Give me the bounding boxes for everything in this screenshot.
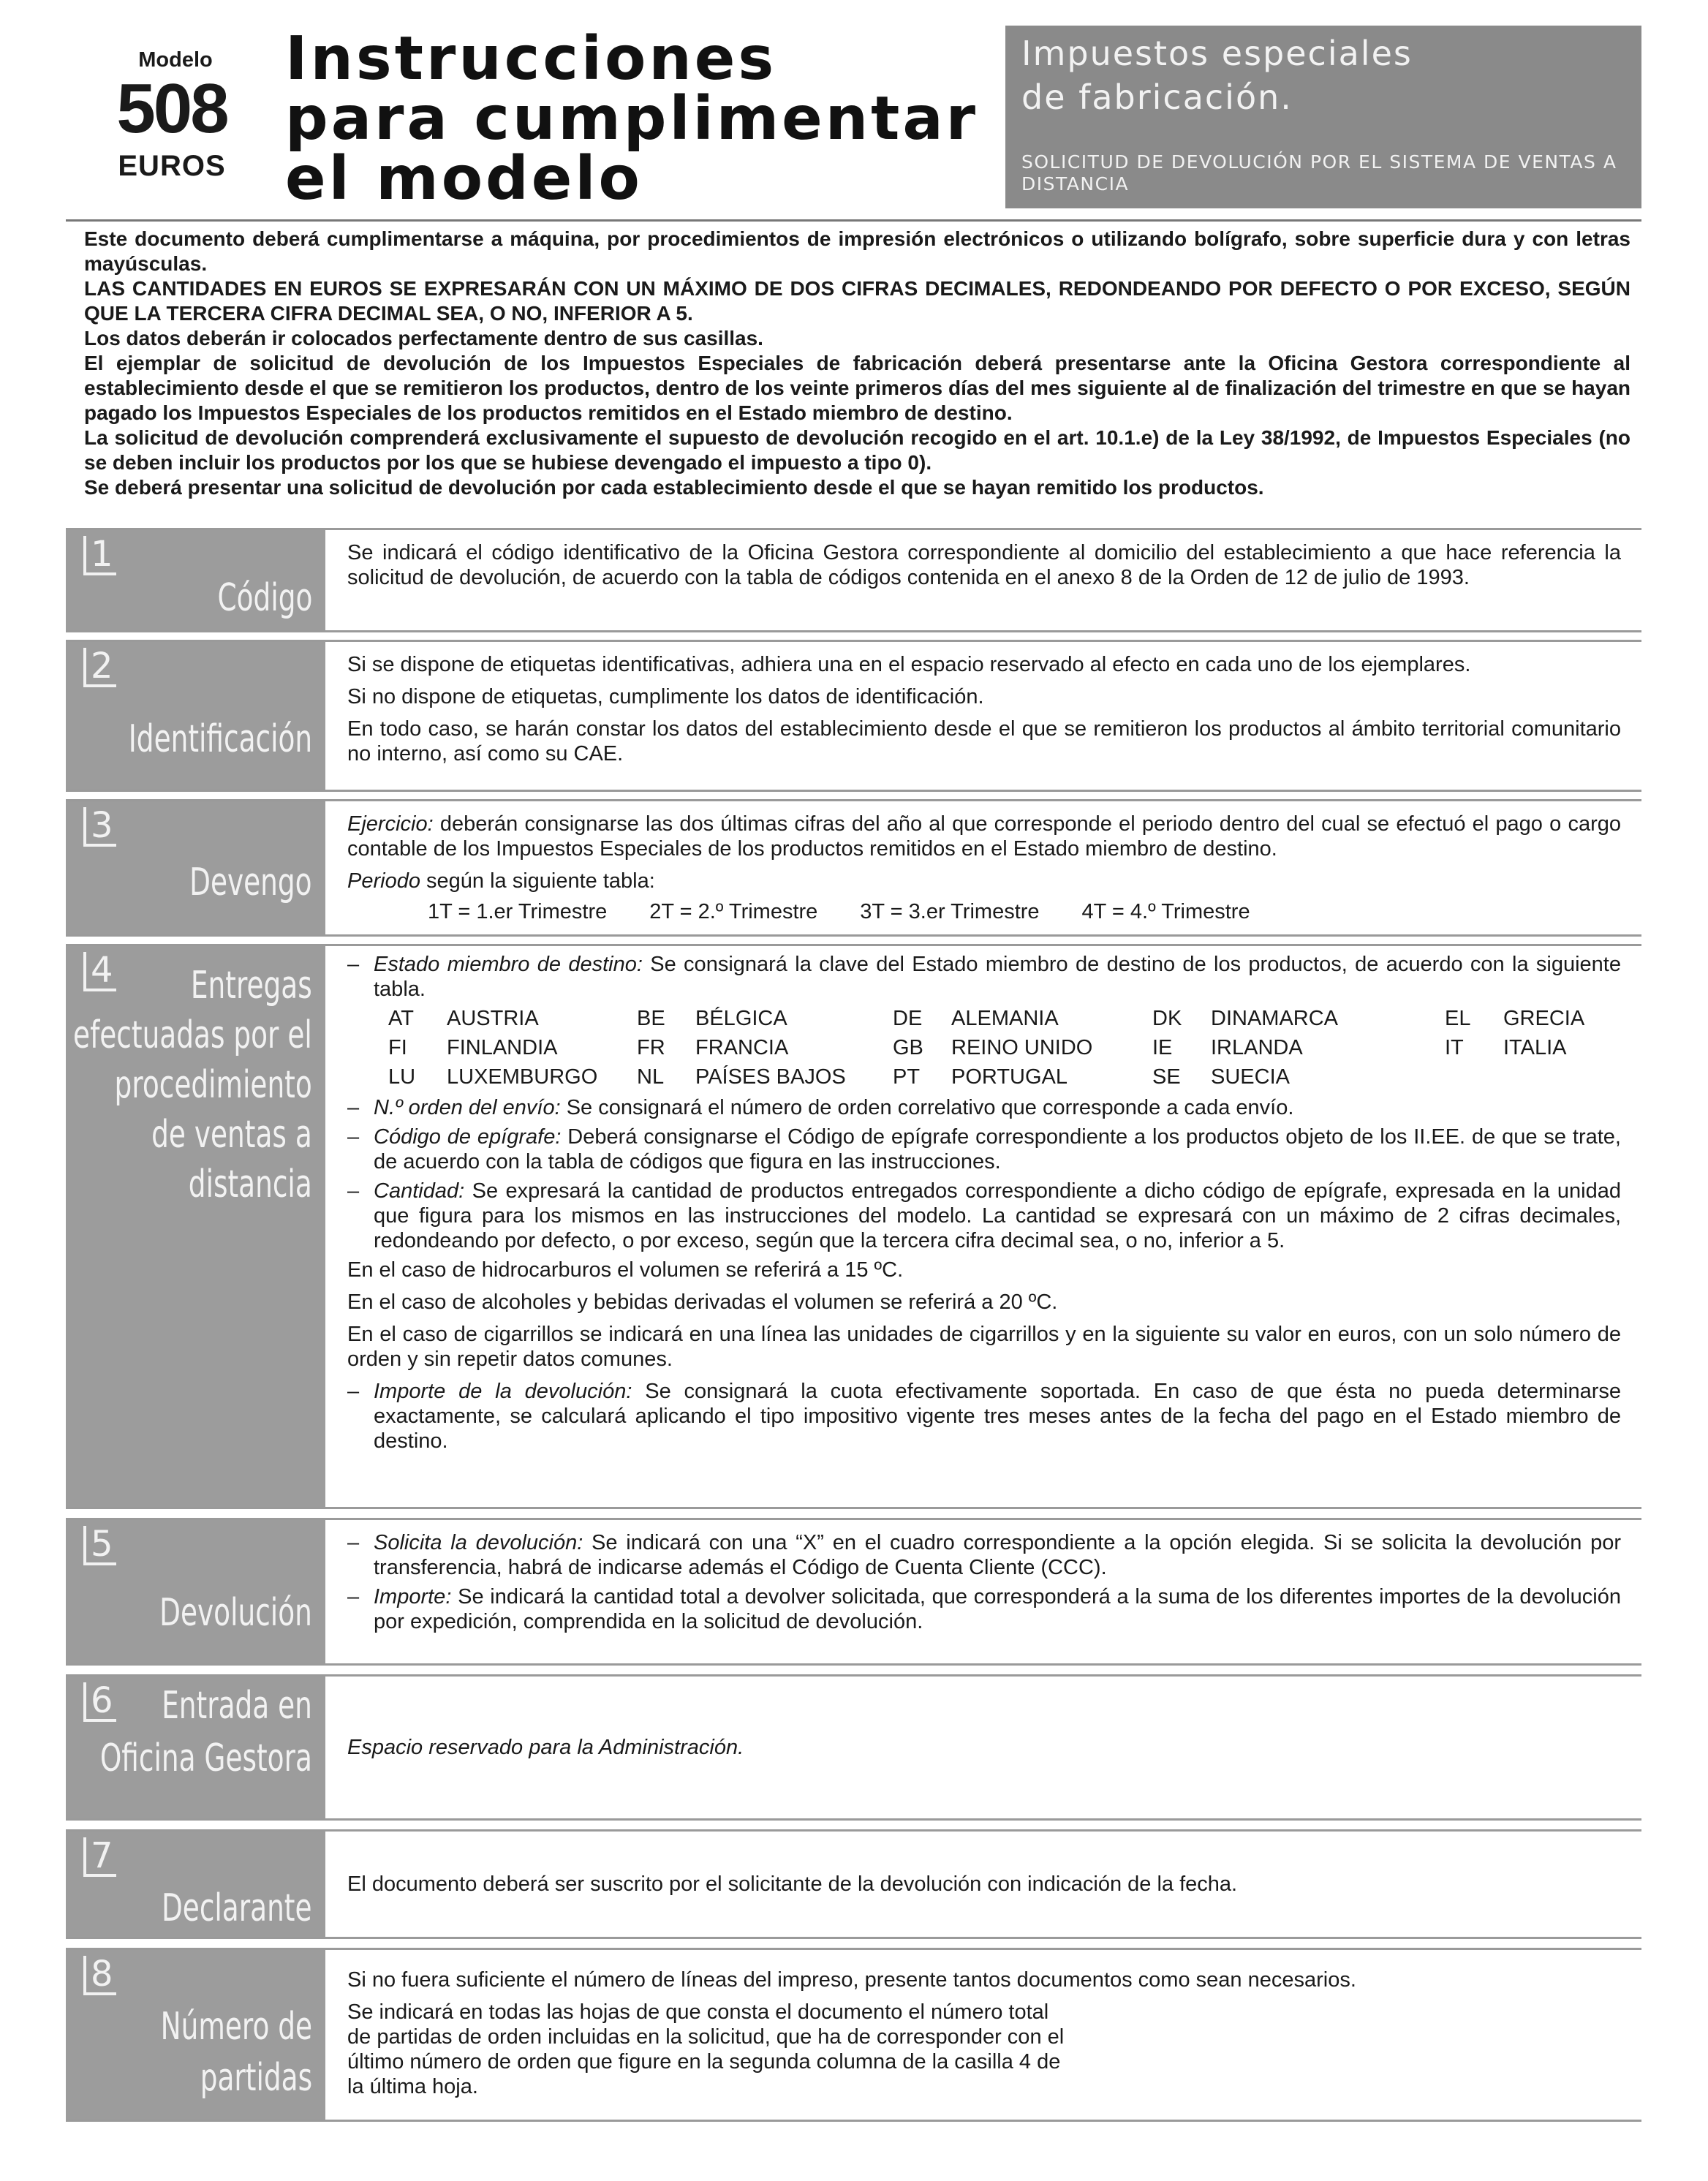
cantidad-desc: Se expresará la cantidad de productos entregados correspondiente a dicho código de epígrafe, expresada en la unidad que figura para los mismos en las instrucciones del modelo. La cantidad se expresará con un máximo de 2 cifras decimales, redondeando por defecto, o por exceso, según que la tercera cifra decimal sea, o no, inferior a 5. <box>374 1179 1621 1252</box>
section-label <box>66 530 325 630</box>
period-item: 2T = 2.º Trimestre <box>649 900 818 923</box>
section-body <box>347 540 1621 597</box>
section-number: 8 <box>83 1956 116 1995</box>
country-name: IRLANDA <box>1211 1036 1303 1059</box>
country-code: IT <box>1445 1036 1464 1059</box>
intro-text <box>84 227 1630 500</box>
country-code: NL <box>637 1065 665 1089</box>
modelo-number: 508 <box>116 69 227 148</box>
title-line: Instrucciones <box>285 24 777 94</box>
intro-paragraph: El ejemplar de solicitud de devolución de los Impuestos Especiales de fabricación deberá presentarse ante la Oficina Gestora correspondiente al establecimiento desde el que se remitieron los productos, dentro de los veinte primeros días del mes siguiente al de finalización del trimestre en que se hayan pagado los Impuestos Especiales de los productos remitidos en el Estado miembro de destino. <box>84 352 1630 424</box>
section-text: Se indicará el código identificativo de la Oficina Gestora correspondiente al domicilio del establecimiento a que hace referencia la solicitud de devolución, de acuerdo con la tabla de códigos contenida en el anexo 8 de la Orden de 12 de julio de 1993. <box>347 541 1621 589</box>
section-label <box>66 1520 325 1663</box>
section-number: 3 <box>83 807 116 847</box>
solicita-item: – Solicita la devolución: Se indicará con una “X” en el cuadro correspondiente a la opción elegida. Si se solicita la devolución por transferencia, habrá de indicarse además el Código de Cuenta Cliente (CCC). <box>347 1531 1621 1579</box>
country-name: PAÍSES BAJOS <box>695 1065 846 1089</box>
section-label <box>66 642 325 790</box>
country-name: AUSTRIA <box>447 1007 539 1030</box>
title-line: Entregas <box>191 964 312 1008</box>
section-label <box>66 801 325 934</box>
section-title <box>100 1679 312 1785</box>
estado-desc: Se consignará la clave del Estado miembro de destino de los productos, de acuerdo con la siguiente tabla. <box>374 953 1621 1001</box>
document-title <box>285 24 979 213</box>
intro-paragraph: LAS CANTIDADES EN EUROS SE EXPRESARÁN CON UN MÁXIMO DE DOS CIFRAS DECIMALES, REDONDEANDO POR DEFECTO O POR EXCESO, SEGÚN QUE LA TERCERA CIFRA DECIMAL SEA, O NO, INFERIOR A 5. <box>84 277 1630 325</box>
section-number: 6 <box>83 1682 116 1722</box>
section-number: 7 <box>83 1837 116 1877</box>
importe-total-label: Importe: <box>374 1585 452 1609</box>
country-name: FINLANDIA <box>447 1036 558 1059</box>
importe-label: Importe de la devolución: <box>374 1380 632 1403</box>
country-name <box>1503 1065 1650 1089</box>
band-subtitle: SOLICITUD DE DEVOLUCIÓN POR EL SISTEMA DE VENTAS A DISTANCIA <box>1021 151 1617 194</box>
country-table <box>388 1006 1621 1089</box>
title-line: partidas <box>200 2056 312 2100</box>
title-line: efectuadas por el <box>73 1013 312 1057</box>
tax-band <box>1005 26 1641 208</box>
section-body <box>347 652 1621 774</box>
title-line: Entrada en <box>162 1684 312 1728</box>
document-header <box>66 22 1641 216</box>
text-line: la última hoja. <box>347 2075 478 2098</box>
section-title <box>73 961 312 1209</box>
section-title: Devolución <box>159 1591 312 1635</box>
section-title: Devengo <box>189 861 312 904</box>
importe-total-desc: Se indicará la cantidad total a devolver solicitada, que corresponderá a la suma de los diferentes importes de la devolución por expedición, comprendida en la solicitud de devolución. <box>374 1585 1621 1633</box>
country-code: LU <box>388 1065 416 1089</box>
section-declarante <box>66 1829 1641 1939</box>
cigarrillos-note: En el caso de cigarrillos se indicará en una línea las unidades de cigarrillos y en la siguiente su valor en euros, con un solo número de orden y sin repetir datos comunes. <box>347 1323 1621 1371</box>
section-label <box>66 1677 325 1818</box>
section-text: Si no fuera suficiente el número de líneas del impreso, presente tantos documentos como sean necesarios. <box>347 1968 1356 1992</box>
modelo-box <box>80 48 263 183</box>
section-body <box>347 1677 1621 1818</box>
orden-desc: Se consignará el número de orden correlativo que corresponde a cada envío. <box>560 1096 1294 1119</box>
section-body <box>347 1530 1621 1638</box>
section-label <box>66 946 325 1507</box>
country-code: DE <box>893 1007 923 1030</box>
hidrocarburos-note: En el caso de hidrocarburos el volumen se referirá a 15 ºC. <box>347 1258 904 1282</box>
modelo-currency: EUROS <box>118 150 226 182</box>
estado-item: – Estado miembro de destino: Se consignará la clave del Estado miembro de destino de los productos, de acuerdo con la siguiente tabla. <box>347 953 1621 1001</box>
section-text: En todo caso, se harán constar los datos del establecimiento desde el que se remitieron los productos al ámbito territorial comunitario no interno, así como su CAE. <box>347 717 1621 766</box>
periodo-desc: según la siguiente tabla: <box>420 869 655 893</box>
period-item: 3T = 3.er Trimestre <box>860 900 1040 923</box>
title-line: distancia <box>189 1163 312 1206</box>
epigrafe-item: – Código de epígrafe: Deberá consignarse el Código de epígrafe correspondiente a los productos objeto de los II.EE. de que se trate, de acuerdo con la tabla de códigos que figura en las instrucciones. <box>347 1125 1621 1173</box>
period-item: 1T = 1.er Trimestre <box>428 900 608 923</box>
section-numero-partidas <box>66 1948 1641 2122</box>
section-label <box>66 1950 325 2120</box>
country-name: SUECIA <box>1211 1065 1290 1089</box>
country-code: FR <box>637 1036 665 1059</box>
section-devengo <box>66 799 1641 937</box>
ejercicio-label: Ejercicio: <box>347 812 434 836</box>
text-line: de partidas de orden incluidas en la solicitud, que ha de corresponder con el <box>347 2025 1065 2049</box>
title-line: Oficina Gestora <box>99 1736 312 1780</box>
country-name: FRANCIA <box>695 1036 789 1059</box>
country-name: LUXEMBURGO <box>447 1065 598 1089</box>
solicita-desc: Se indicará con una “X” en el cuadro correspondiente a la opción elegida. Si se solicita la devolución por transferencia, habrá de indicarse además el Código de Cuenta Cliente (CCC). <box>374 1531 1621 1579</box>
section-label <box>66 1832 325 1937</box>
period-item: 4T = 4.º Trimestre <box>1081 900 1250 923</box>
title-line: Número de <box>160 2005 312 2049</box>
estado-label: Estado miembro de destino: <box>374 953 643 976</box>
section-number: 4 <box>83 952 116 991</box>
importe-total-item: – Importe: Se indicará la cantidad total a devolver solicitada, que corresponderá a la suma de los diferentes importes de la devolución por expedición, comprendida en la solicitud de devolución. <box>347 1585 1621 1633</box>
title-line: para cumplimentar <box>285 84 979 154</box>
section-codigo <box>66 528 1641 632</box>
country-code <box>1445 1065 1503 1089</box>
section-number: 5 <box>83 1526 116 1565</box>
country-code: EL <box>1445 1007 1471 1030</box>
section-title <box>161 2001 312 2103</box>
modelo-label: Modelo <box>138 48 213 72</box>
epigrafe-desc: Deberá consignarse el Código de epígrafe correspondiente a los productos objeto de los II.EE. de que se trate, de acuerdo con la tabla de códigos que figura en las instrucciones. <box>374 1125 1621 1173</box>
country-code: SE <box>1152 1065 1181 1089</box>
country-name: ALEMANIA <box>951 1007 1059 1030</box>
title-line: el modelo <box>285 144 643 213</box>
country-name: GRECIA <box>1503 1007 1585 1030</box>
cantidad-item: – Cantidad: Se expresará la cantidad de productos entregados correspondiente a dicho código de epígrafe, expresada en la unidad que figura para los mismos en las instrucciones del modelo. La cantidad se expresará con un máximo de 2 cifras decimales, redondeando por defecto, o por exceso, según que la tercera cifra decimal sea, o no, inferior a 5. <box>347 1179 1621 1252</box>
band-title-line: de fabricación. <box>1021 78 1293 117</box>
intro-paragraph: Este documento deberá cumplimentarse a máquina, por procedimientos de impresión electrónicos o utilizando bolígrafo, sobre superficie dura y con letras mayúsculas. <box>84 227 1630 275</box>
section-entrada-oficina <box>66 1674 1641 1821</box>
country-name: ITALIA <box>1503 1036 1567 1059</box>
country-code: GB <box>893 1036 923 1059</box>
section-entregas <box>66 944 1641 1509</box>
country-code: DK <box>1152 1007 1182 1030</box>
country-code: PT <box>893 1065 921 1089</box>
periodo-label: Periodo <box>347 869 420 893</box>
country-code: AT <box>388 1007 414 1030</box>
intro-paragraph: Se deberá presentar una solicitud de devolución por cada establecimiento desde el que se hayan remitido los productos. <box>84 476 1264 499</box>
importe-item: – Importe de la devolución: Se consignará la cuota efectivamente soportada. En caso de que ésta no pueda determinarse exactamente, se calculará aplicando el tipo impositivo vigente tres meses antes de la fecha del pago en el Estado miembro de destino. <box>347 1380 1621 1453</box>
intro-paragraph: Los datos deberán ir colocados perfectamente dentro de sus casillas. <box>84 327 763 349</box>
ejercicio-desc: deberán consignarse las dos últimas cifras del año al que corresponde el periodo dentro del cual se efectuó el pago o cargo contable de los Impuestos Especiales de los productos remitidos en el Estado miembro de destino. <box>347 812 1621 861</box>
text-line: último número de orden que figure en la segunda columna de la casilla 4 de <box>347 2050 1061 2074</box>
text-line: Se indicará en todas las hojas de que consta el documento el número total <box>347 2000 1049 2024</box>
admin-space-text: Espacio reservado para la Administración. <box>347 1736 744 1759</box>
section-title: Declarante <box>162 1886 312 1930</box>
section-body <box>347 952 1621 1458</box>
orden-label: N.º orden del envío: <box>374 1096 561 1119</box>
section-text: Si se dispone de etiquetas identificativas, adhiera una en el espacio reservado al efecto en cada uno de los ejemplares. <box>347 653 1471 676</box>
importe-desc: Se consignará la cuota efectivamente soportada. En caso de que ésta no pueda determinarse exactamente, se calculará aplicando el tipo impositivo vigente tres meses antes de la fecha del pago en el Estado miembro de destino. <box>374 1380 1621 1453</box>
country-name: DINAMARCA <box>1211 1007 1339 1030</box>
section-text: El documento deberá ser suscrito por el solicitante de la devolución con indicación de la fecha. <box>347 1872 1238 1896</box>
section-body <box>347 812 1621 924</box>
periodo-table <box>347 899 1621 924</box>
country-name: REINO UNIDO <box>951 1036 1093 1059</box>
band-title-line: Impuestos especiales <box>1021 34 1413 73</box>
country-name: BÉLGICA <box>695 1007 787 1030</box>
periodo-text <box>347 869 1621 893</box>
section-body <box>347 1832 1621 1937</box>
section-number: 1 <box>83 536 116 575</box>
orden-item: – N.º orden del envío: Se consignará el número de orden correlativo que corresponde a cada envío. <box>347 1096 1294 1119</box>
country-code: IE <box>1152 1036 1173 1059</box>
section-body <box>347 1968 1621 2099</box>
section-identificacion <box>66 640 1641 792</box>
section-number: 2 <box>83 648 116 687</box>
section-devolucion <box>66 1518 1641 1666</box>
country-code: BE <box>637 1007 665 1030</box>
title-line: de ventas a <box>151 1113 312 1157</box>
partidas-text <box>347 2000 1621 2099</box>
alcoholes-note: En el caso de alcoholes y bebidas derivadas el volumen se referirá a 20 ºC. <box>347 1290 1058 1314</box>
solicita-label: Solicita la devolución: <box>374 1531 583 1554</box>
cantidad-label: Cantidad: <box>374 1179 465 1203</box>
country-code: FI <box>388 1036 407 1059</box>
section-title: Código <box>217 576 312 620</box>
section-text: Si no dispone de etiquetas, cumplimente los datos de identificación. <box>347 685 984 708</box>
epigrafe-label: Código de epígrafe: <box>374 1125 562 1149</box>
ejercicio-text <box>347 812 1621 861</box>
divider <box>66 219 1641 222</box>
intro-paragraph: La solicitud de devolución comprenderá exclusivamente el supuesto de devolución recogido en el art. 10.1.e) de la Ley 38/1992, de Impuestos Especiales (no se deben incluir los productos por los que se hubiese devengado el impuesto a tipo 0). <box>84 426 1630 474</box>
country-name: PORTUGAL <box>951 1065 1068 1089</box>
title-line: procedimiento <box>114 1063 313 1107</box>
section-title: Identificación <box>128 717 312 761</box>
